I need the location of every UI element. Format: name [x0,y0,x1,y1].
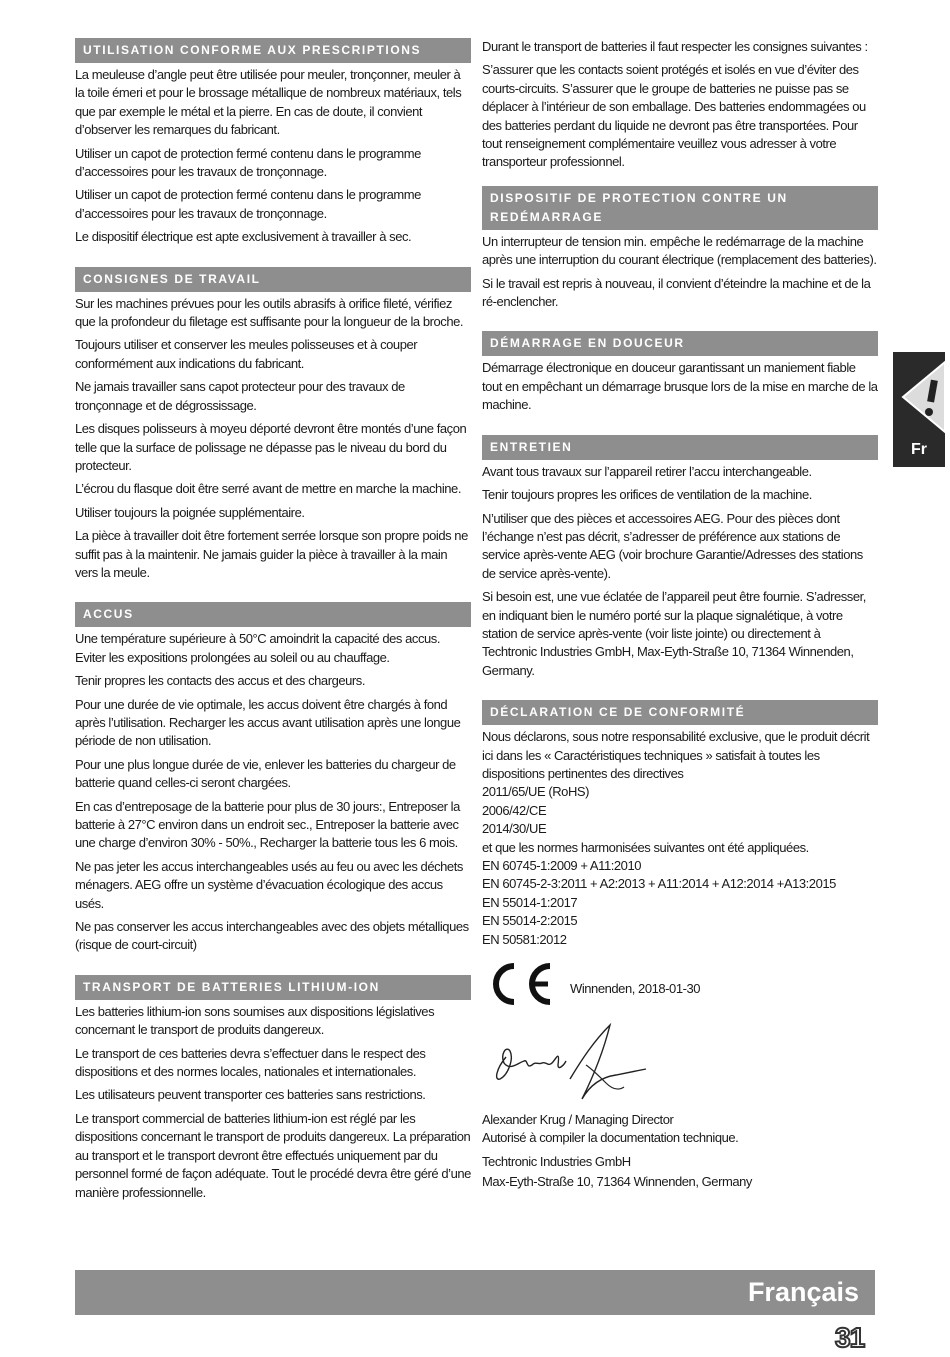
paragraph: La pièce à travailler doit être fortement serrée lorsque son propre poids ne suffit pas à la maintenir. Ne jamais guider la pièce à travailler à la main vers la meule. [75,528,468,580]
signature-icon [486,1019,656,1109]
declaration-line: 2014/30/UE [482,821,547,837]
transport-rules: S’assurer que les contacts soient protégés et isolés en vue d’éviter des courts-circuits. S’assurer que le groupe de batteries ne puisse pas se déplacer à l’intérieur de son emballage. Des batteries endommagées ou des batteries perdant du liquide ne devront pas être transportées. Pour tout renseignement complémentaire veuillez vous adresser à votre transporteur professionnel. [482,62,866,170]
paragraph: Toujours utiliser et conserver les meules polisseuses et à couper conformément aux indications du fabricant. [75,337,418,371]
paragraph: Tenir propres les contacts des accus et des chargeurs. [75,673,366,689]
paragraph: Un interrupteur de tension min. empêche le redémarrage de la machine après une interruption du courant électrique (remplacement des batteries). [482,233,877,268]
declaration-line: EN 55014-1:2017 [482,894,578,910]
section-heading: DÉMARRAGE EN DOUCEUR [482,331,878,356]
section-heading: ENTRETIEN [482,435,878,460]
paragraph: Les batteries lithium-ion sons soumises aux dispositions législatives concernant le transport de produits dangereux. [75,1003,435,1038]
signature [482,1019,878,1111]
section-entretien [482,435,878,680]
paragraph: Une température supérieure à 50°C amoindrit la capacité des accus. Eviter les expositions prolongées au soleil ou au chauffage. [75,631,440,665]
section-demarrage-en-douceur [482,331,878,414]
paragraph: Utiliser un capot de protection fermé contenu dans le programme d’accessoires pour les travaux de tronçonnage. [75,145,421,180]
paragraph: En cas d’entreposage de la batterie pour plus de 30 jours:, Entreposer la batterie à 27°C environ dans un endroit sec., Entreposer la batterie avec une charge d’environ 30% - 50%., Recharger la batterie tous les 6 mois. [75,798,460,851]
section-heading: TRANSPORT DE BATTERIES LITHIUM-ION [75,975,471,1000]
paragraph: Le dispositif électrique est apte exclusivement à travailler à sec. [75,229,412,245]
section-consignes-de-travail [75,267,471,583]
paragraph: Si besoin est, une vue éclatée de l’appareil peut être fournie. S’adresser, en indiquant bien le numéro porté sur la plaque signalétique, à votre station de service après-vente (voir liste jointe) ou directement à Techtronic Industries GmbH, Max-Eyth-Straße 10, 71364 Winnenden, Germany. [482,589,866,678]
footer-language-title: Français [747,1277,859,1307]
paragraph: Ne pas jeter les accus interchangeables usés au feu ou avec les déchets ménagers. AEG offre un système d’évacuation écologique des accus usés. [75,858,463,911]
declaration-line: 2011/65/UE (RoHS) [482,784,589,800]
left-column [75,38,471,1222]
paragraph: Utiliser toujours la poignée supplémentaire. [75,504,305,520]
warning-icon [899,358,945,436]
language-code: Fr [911,441,927,458]
section-heading: UTILISATION CONFORME AUX PRESCRIPTIONS [75,38,471,63]
paragraph: Les utilisateurs peuvent transporter ces batteries sans restrictions. [75,1087,426,1103]
language-side-tab [893,352,945,467]
paragraph: Sur les machines prévues pour les outils abrasifs à orifice fileté, vérifiez que la profondeur du filetage est suffisante pour la longueur de la broche. [75,295,464,330]
ce-row [482,957,878,1019]
declaration-standards-list [482,783,878,949]
ce-mark-icon [487,961,553,1007]
declaration-line: EN 60745-2-3:2011 + A2:2013 + A11:2014 + A12:2014 +A13:2015 [482,876,836,892]
company-address: Max-Eyth-Straße 10, 71364 Winnenden, Germany [482,1174,752,1190]
section-accus [75,602,471,955]
place-date: Winnenden, 2018-01-30 [570,981,701,997]
declaration-line: 2006/42/CE [482,802,547,818]
paragraph: Le transport de ces batteries devra s’effectuer dans le respect des dispositions et des normes locales, nationales et internationales. [75,1045,426,1080]
page-number: 31 [835,1322,865,1353]
paragraph: La meuleuse d’angle peut être utilisée pour meuler, tronçonner, meuler à la toile émeri et pour le brossage métallique de nombreux matériaux, tels que par exemple le métal et la pierre. En cas de doute, il convient d’observer les remarques du fabricant. [75,67,462,138]
paragraph: Tenir toujours propres les orifices de ventilation de la machine. [482,487,812,503]
declaration-line: EN 50581:2012 [482,931,567,947]
paragraph: N’utiliser que des pièces et accessoires AEG. Pour des pièces dont l’échange n’est pas décrit, s’adresser de préférence aux stations de service après-vente AEG (voir brochure Garantie/Adresses des stations de service après-vente). [482,510,863,581]
signer: Alexander Krug / Managing Director [482,1112,674,1128]
section-dispositif-de-protection-contre-un-redemarrage [482,186,878,312]
section-heading: CONSIGNES DE TRAVAIL [75,267,471,292]
paragraph: Le transport commercial de batteries lithium-ion est réglé par les dispositions concernant le transport de produits dangereux. La préparation au transport et le transport devront être effectués uniquement par du personnel formé de façon adéquate. Tout le procédé devra être géré d’une manière professionnelle. [75,1110,471,1200]
paragraph: Ne jamais travailler sans capot protecteur pour des travaux de tronçonnage et de dégrossissage. [75,379,405,413]
section-utilisation-conforme-aux-prescriptions [75,38,471,247]
transport-continued [482,38,878,172]
paragraph: Utiliser un capot de protection fermé contenu dans le programme d’accessoires pour les travaux de tronçonnage. [75,187,421,221]
declaration-line: EN 60745-1:2009 + A11:2010 [482,858,642,873]
paragraph: Ne pas conserver les accus interchangeables avec des objets métalliques (risque de court-circuit) [75,919,469,953]
declaration-section [482,700,878,1192]
right-column [482,38,878,1212]
footer-bar [75,1270,875,1315]
declaration-line: EN 55014-2:2015 [482,913,578,929]
declaration-heading: DÉCLARATION CE DE CONFORMITÉ [482,700,878,725]
declaration-text: Nous déclarons, sous notre responsabilité exclusive, que le produit décrit ici dans les « Caractéristiques techniques » satisfait à toutes les dispositions pertinentes des directives [482,729,870,781]
section-heading: ACCUS [75,602,471,627]
section-heading: DISPOSITIF DE PROTECTION CONTRE UN REDÉMARRAGE [482,186,878,230]
paragraph: Démarrage électronique en douceur garantissant un maniement fiable tout en empêchant un démarrage brusque lors de la mise en marche de la machine. [482,360,878,413]
paragraph: Pour une plus longue durée de vie, enlever les batteries du chargeur de batterie quand celles-ci seront chargées. [75,756,456,791]
paragraph: Pour une durée de vie optimale, les accus doivent être chargés à fond après l’utilisation. Recharger les accus avant utilisation après une longue période de non utilisation. [75,696,461,749]
paragraph: L’écrou du flasque doit être serré avant de mettre en marche la machine. [75,481,461,497]
paragraph: Si le travail est repris à nouveau, il convient d’éteindre la machine et de la ré-enclencher. [482,275,871,310]
section-transport-de-batteries-lithium-ion [75,975,471,1202]
transport-intro: Durant le transport de batteries il faut respecter les consignes suivantes : [482,39,868,54]
paragraph: Avant tous travaux sur l’appareil retirer l’accu interchangeable. [482,463,812,479]
authorized-text: Autorisé à compiler la documentation technique. [482,1130,739,1146]
company: Techtronic Industries GmbH [482,1153,631,1169]
declaration-line: et que les normes harmonisées suivantes ont été appliquées. [482,839,809,855]
paragraph: Les disques polisseurs à moyeu déporté devront être montés d’une façon telle que la surface de polissage ne dépasse pas le niveau du bord du protecteur. [75,421,467,473]
